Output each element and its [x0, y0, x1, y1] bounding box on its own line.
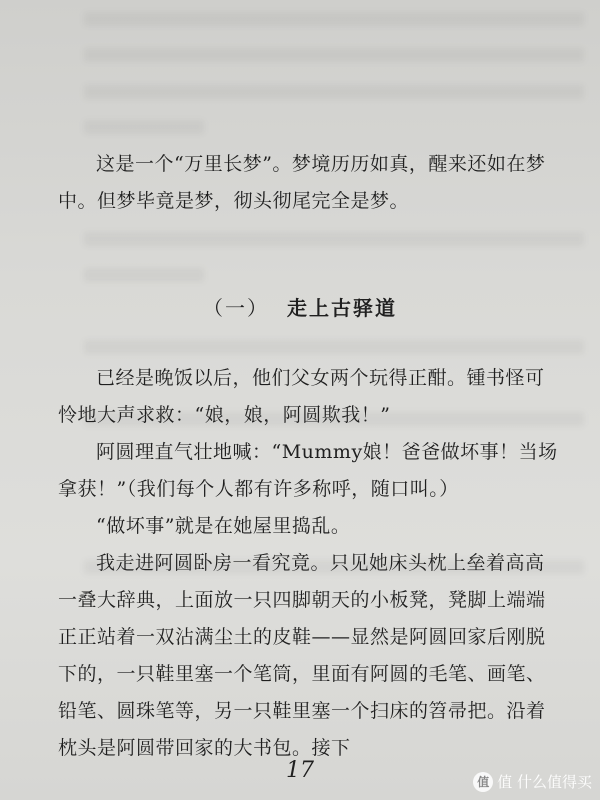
page-number: 17: [286, 758, 314, 783]
bleed-through-line: [84, 232, 584, 246]
bleed-through-line: [84, 120, 204, 134]
section-title: [0, 292, 600, 321]
bleed-through-line: [84, 85, 584, 99]
watermark-text: 值 什么值得买: [497, 773, 592, 791]
paragraph-1: 这是一个“万里长梦”。梦境历历如真，醒来还如在梦中。但梦毕竟是梦，彻头彻尾完全是梦。: [58, 153, 546, 212]
section-title-number: （一）: [203, 296, 269, 320]
bleed-through-line: [84, 12, 584, 26]
paragraph-2: 已经是晚饭以后，他们父女两个玩得正酣。锺书怪可怜地大声求救：“娘，娘，阿圆欺我！”: [58, 367, 545, 426]
watermark-logo: [473, 771, 592, 792]
watermark-icon: 值: [473, 772, 493, 792]
bleed-through-line: [84, 268, 204, 282]
paragraph-4: “做坏事”就是在她屋里捣乱。: [96, 515, 351, 537]
paragraph-5: 我走进阿圆卧房一看究竟。只见她床头枕上垒着高高一叠大辞典，上面放一只四脚朝天的小板凳，凳脚上端端正正站着一双沾满尘土的皮鞋——显然是阿圆回家后刚脱下的，一只鞋里塞一个笔筒，里面有阿圆的毛笔、画笔、铅笔、圆珠笔等，另一只鞋里塞一个扫床的笤帚把。沿着枕头是阿圆带回家的大书包。接下: [58, 552, 546, 759]
section-title-text: 走上古驿道: [287, 296, 397, 320]
paragraph-3: 阿圆理直气壮地喊：“Mummy娘！爸爸做坏事！当场拿获！”（我们每个人都有许多称呼，随口叫。）: [58, 441, 558, 500]
bleed-through-line: [84, 48, 584, 62]
bleed-through-line: [84, 340, 584, 354]
